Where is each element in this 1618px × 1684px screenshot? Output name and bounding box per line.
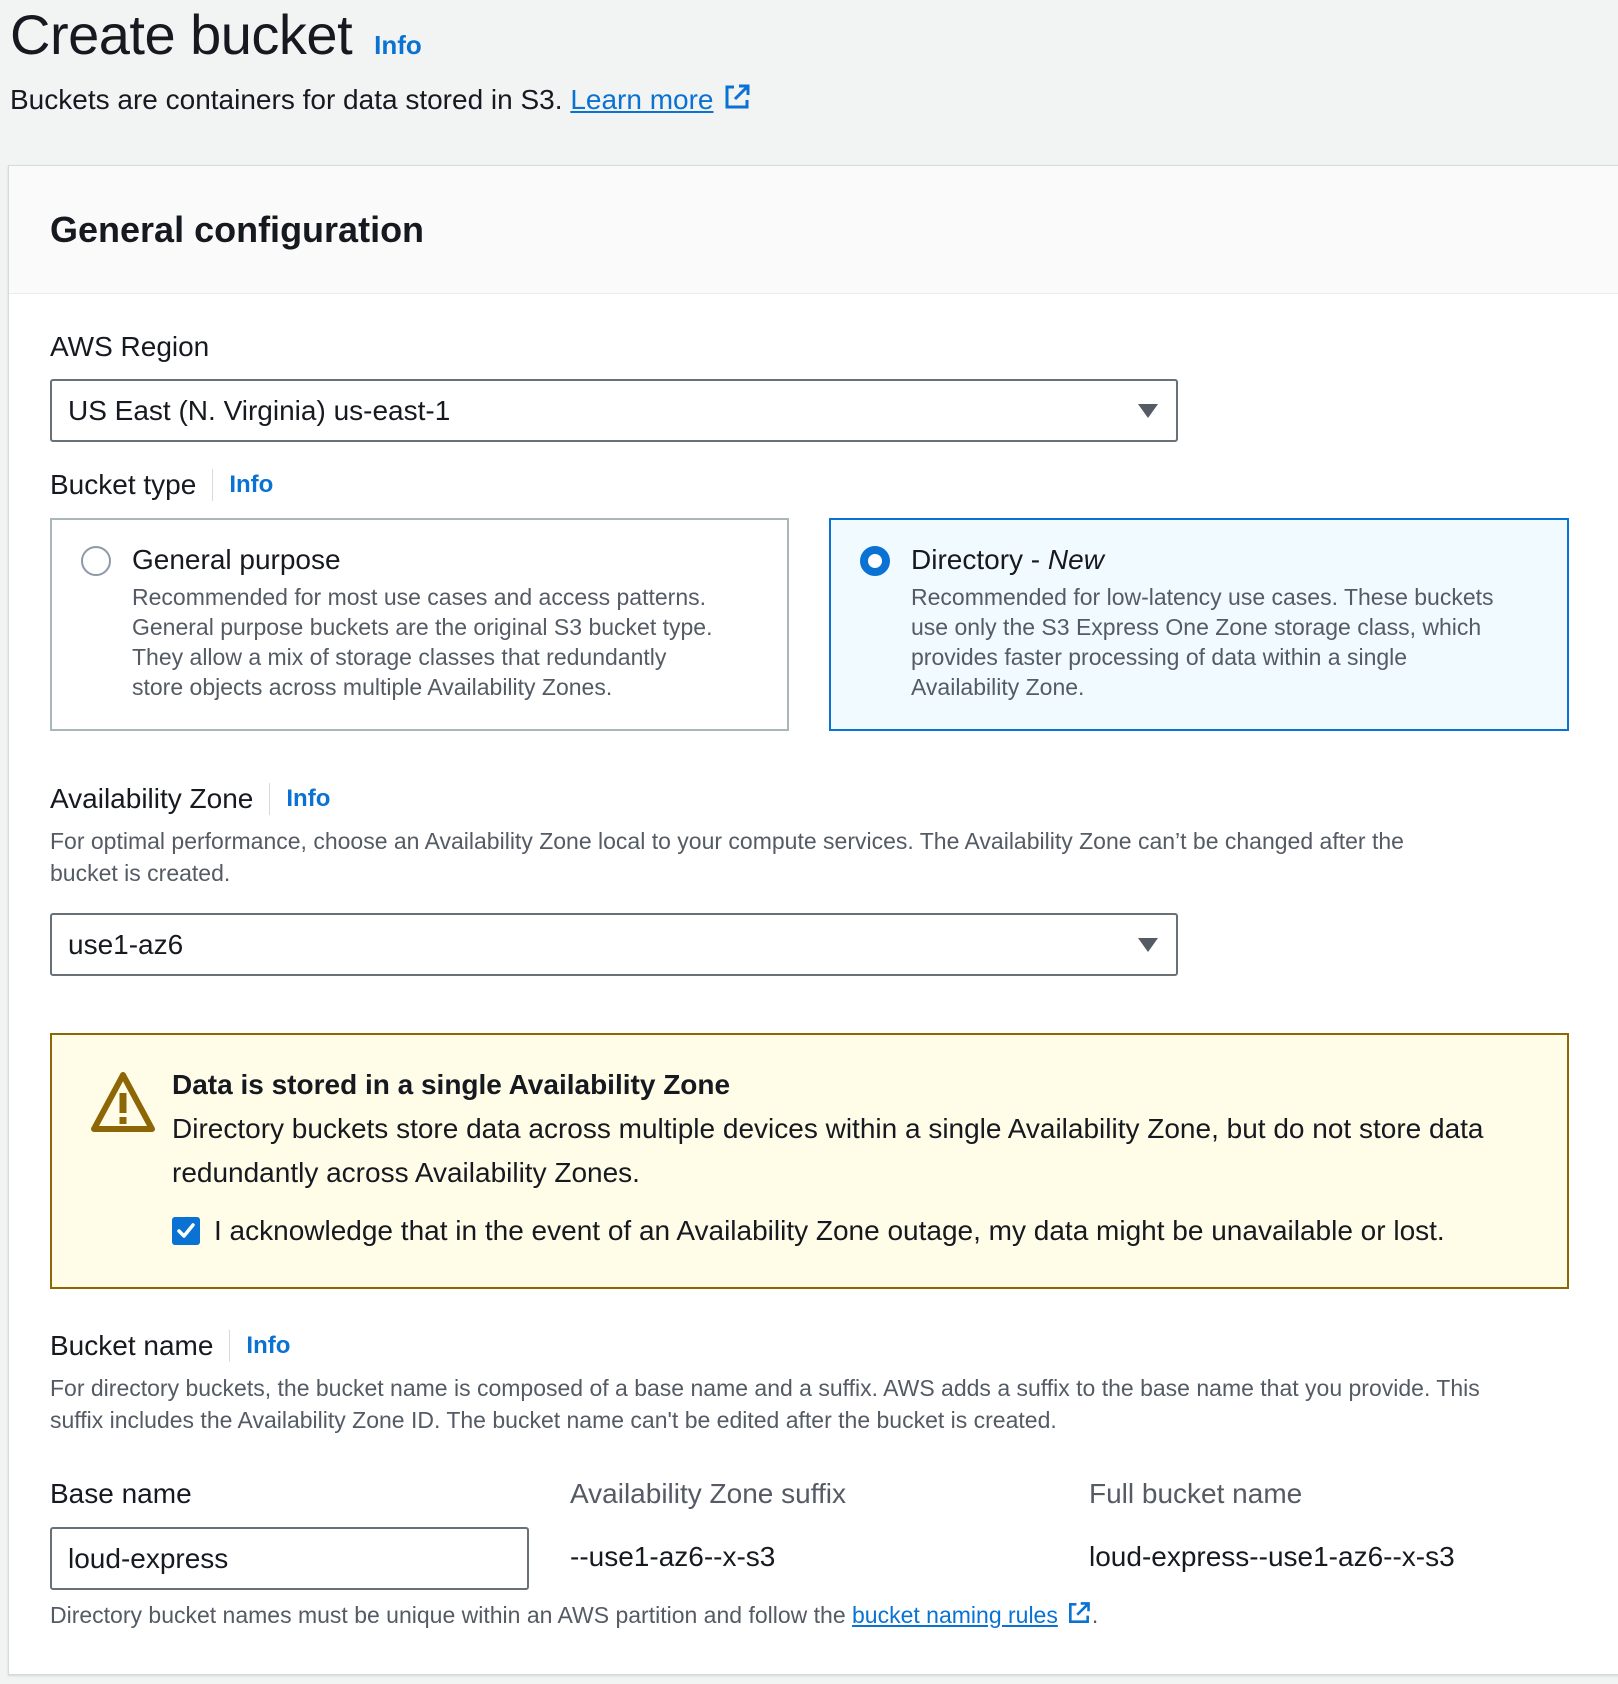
- bucket-name-description: [50, 1372, 1590, 1436]
- description-line: For directory buckets, the bucket name is composed of a base name and a suffix. AWS adds a suffix to the base name that you provide. This: [50, 1375, 1480, 1401]
- label-divider: [229, 1330, 230, 1362]
- description-line: Recommended for low-latency use cases. These buckets: [911, 584, 1494, 610]
- acknowledge-label: I acknowledge that in the event of an Availability Zone outage, my data might be unavailable or lost.: [214, 1215, 1445, 1246]
- base-name-label: Base name: [50, 1478, 192, 1509]
- warning-icon: [90, 1071, 156, 1138]
- description-line: provides faster processing of data within a single: [911, 644, 1408, 670]
- bucket-name-constraint: [50, 1599, 1590, 1634]
- external-link-icon: [1066, 1600, 1092, 1634]
- description-line: They allow a mix of storage classes that redundantly: [132, 644, 667, 670]
- constraint-period: .: [1091, 1602, 1099, 1628]
- bucket-type-label-row: [50, 469, 273, 501]
- page-description: [10, 82, 752, 121]
- bucket-name-label-row: [50, 1330, 290, 1362]
- aws-region-value: US East (N. Virginia) us-east-1: [68, 394, 451, 426]
- description-line: bucket is created.: [50, 860, 231, 886]
- acknowledge-checkbox[interactable]: [172, 1217, 200, 1245]
- acknowledge-row: [172, 1215, 1445, 1247]
- label-divider: [212, 469, 213, 501]
- bucket-type-directory-tile[interactable]: [829, 518, 1569, 731]
- availability-zone-label: Availability Zone: [50, 783, 254, 814]
- bucket-naming-rules-label: bucket naming rules: [852, 1602, 1058, 1628]
- page-title: Create bucket: [10, 3, 353, 66]
- general-purpose-description: [132, 582, 763, 702]
- alert-body-line: Directory buckets store data across multiple devices within a single Availability Zone, but do not store data: [172, 1113, 1484, 1144]
- bucket-naming-rules-link[interactable]: [852, 1602, 1092, 1628]
- page-info-link[interactable]: Info: [374, 30, 422, 60]
- availability-zone-select[interactable]: [50, 913, 1178, 976]
- bucket-type-general-purpose-tile[interactable]: [50, 518, 789, 731]
- alert-body: [172, 1107, 1552, 1195]
- caret-down-icon: [1138, 404, 1158, 418]
- directory-description: [911, 582, 1543, 702]
- alert-body-line: redundantly across Availability Zones.: [172, 1157, 640, 1188]
- description-line: store objects across multiple Availability Zones.: [132, 674, 613, 700]
- check-icon: [176, 1221, 196, 1241]
- bucket-type-label: Bucket type: [50, 469, 197, 500]
- base-name-input[interactable]: [50, 1527, 529, 1590]
- directory-radio[interactable]: [860, 546, 890, 576]
- description-line: Availability Zone.: [911, 674, 1085, 700]
- directory-title-text: Directory -: [911, 544, 1048, 575]
- description-line: For optimal performance, choose an Availability Zone local to your compute services. The Availability Zone can’t be changed after the: [50, 828, 1404, 854]
- general-configuration-panel: [8, 165, 1618, 1675]
- availability-zone-description: [50, 825, 1570, 889]
- bucket-name-info-link[interactable]: Info: [246, 1332, 291, 1359]
- availability-zone-info-link[interactable]: Info: [286, 785, 331, 812]
- aws-region-label: AWS Region: [50, 331, 210, 362]
- description-line: suffix includes the Availability Zone ID. The bucket name can't be edited after the bucket is created.: [50, 1407, 1057, 1433]
- general-purpose-radio[interactable]: [81, 546, 111, 576]
- label-divider: [269, 783, 270, 815]
- alert-title: Data is stored in a single Availability Zone: [172, 1069, 731, 1100]
- description-line: Recommended for most use cases and access patterns.: [132, 584, 707, 610]
- learn-more-link[interactable]: [570, 84, 751, 115]
- page-title-row: [10, 0, 752, 70]
- page-description-text: Buckets are containers for data stored in S3.: [10, 84, 563, 115]
- general-purpose-title: General purpose: [132, 544, 341, 575]
- directory-title: [911, 542, 1543, 578]
- description-line: use only the S3 Express One Zone storage class, which: [911, 614, 1482, 640]
- single-az-warning-alert: [50, 1033, 1569, 1289]
- constraint-text: Directory bucket names must be unique within an AWS partition and follow the: [50, 1602, 846, 1628]
- external-link-icon: [722, 82, 752, 121]
- bucket-name-label: Bucket name: [50, 1330, 214, 1361]
- az-suffix-value: --use1-az6--x-s3: [570, 1541, 776, 1572]
- learn-more-label: Learn more: [570, 84, 714, 115]
- panel-header: [9, 166, 1618, 294]
- description-line: General purpose buckets are the original S3 bucket type.: [132, 614, 713, 640]
- base-name-value: loud-express: [68, 1542, 229, 1574]
- bucket-type-info-link[interactable]: Info: [229, 471, 274, 498]
- az-suffix-label: Availability Zone suffix: [570, 1478, 846, 1509]
- page-header: [10, 0, 752, 121]
- new-badge: New: [1047, 544, 1104, 575]
- full-bucket-name-value: loud-express--use1-az6--x-s3: [1089, 1541, 1455, 1572]
- aws-region-select[interactable]: [50, 379, 1178, 442]
- panel-title: General configuration: [50, 208, 425, 250]
- availability-zone-label-row: [50, 783, 330, 815]
- full-bucket-name-label: Full bucket name: [1089, 1478, 1303, 1509]
- availability-zone-value: use1-az6: [68, 928, 184, 960]
- caret-down-icon: [1138, 938, 1158, 952]
